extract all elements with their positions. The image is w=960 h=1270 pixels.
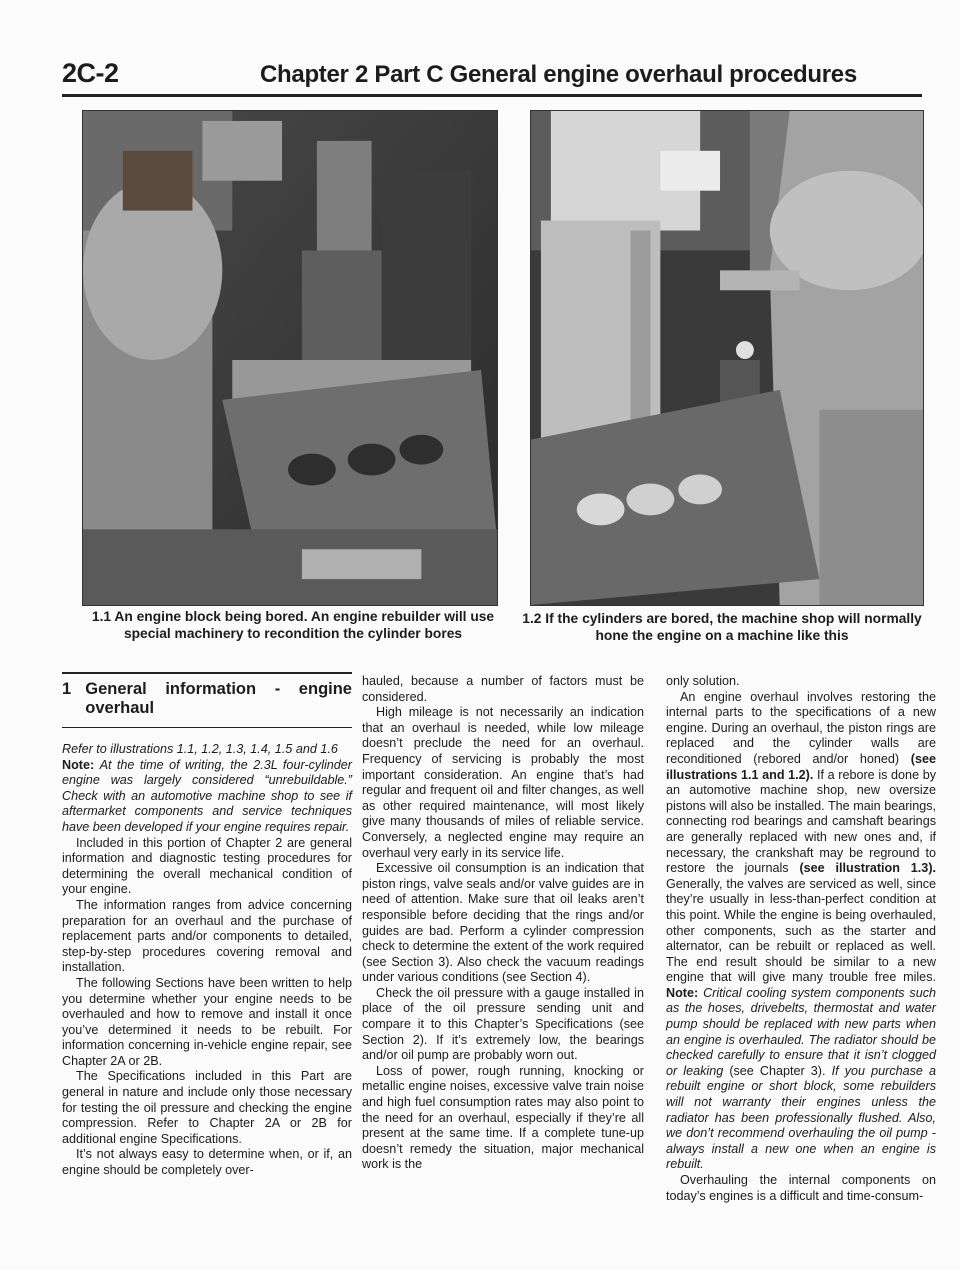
header-rule (62, 94, 922, 97)
note-text: Critical cooling system components such as the hoses, drivebelts, thermostat and water pump should be replaced with new parts when an engine is overhauled. The radiator should be checked carefully to ensure that it isn’t clogged or leaking (666, 985, 937, 1078)
note-text: If you purchase a rebuilt engine or short block, some rebuilders will not warranty their engines unless the radiator has been professionally flushed. Also, we don’t recommend overhauling the oil pump - always install a new one when an engine is rebuilt. (666, 1063, 937, 1172)
paragraph (666, 690, 936, 1173)
text-run: If a rebore is done by an automotive machine shop, new oversize pistons will also be installed. The main bearings, connecting rod bearings and camshaft bearings are generally replaced with new ones and, if necessary, the crankshaft may be reground to restore the journals (666, 767, 937, 876)
paragraph: Check the oil pressure with a gauge installed in place of the oil pressure sending unit and compare it to this Chapter’s Specifications (see Section 2). If it’s extremely low, the bearings and/or oil pump are probably worn out. (362, 985, 644, 1063)
note-label: Note: (666, 985, 699, 1000)
figure-1-1-caption: 1.1 An engine block being bored. An engine rebuilder will use special machinery to recondition the cylinder bores (91, 609, 495, 641)
text-column-2 (362, 674, 644, 1173)
page-header (62, 58, 922, 92)
figure-1-2-caption: 1.2 If the cylinders are bored, the machine shop will normally hone the engine on a machine like this (522, 611, 922, 643)
paragraph: hauled, because a number of factors must be considered. (362, 674, 644, 704)
paragraph: only solution. (666, 674, 740, 688)
paragraph: The Specifications included in this Part are general in nature and include only those necessary for testing the oil pressure and checking the engine compression. Refer to Chapter 2A or 2B for additional engine Specifications. (62, 1069, 352, 1146)
note-text: At the time of writing, the 2.3L four-cylinder engine was largely considered “unrebuildable.” Check with an automotive machine shop to see if aftermarket components and service techniques have been developed if your engine requires repair. (62, 757, 352, 834)
chapter-reference: (see Chapter 3). (729, 1063, 826, 1078)
note-label: Note: (62, 757, 95, 772)
illustration-reference: (see illustrations 1.1 and 1.2). (666, 751, 937, 782)
text-column-1 (62, 672, 352, 1179)
section-rule (62, 727, 352, 728)
paragraph: Excessive oil consumption is an indication that piston rings, valve seals and/or valve guides are in need of attention. Make sure that oil leaks aren’t responsible before deciding that the rings and/or guides are bad. Perform a cylinder compression check to determine the extent of the work required (see Section 3). Also check the vacuum readings under various conditions (see Section 4). (362, 861, 644, 985)
figure-1-2-photo (530, 110, 924, 606)
text-run: Generally, the valves are serviced as well, since they’re usually in less-than-perfect condition at this point. While the engine is being overhauled, other components, such as the starter and alternator, can be rebuilt or replaced as well. The end result should be similar to a new engine that will give many trouble free miles. (666, 876, 936, 985)
paragraph: Loss of power, rough running, knocking or metallic engine noises, excessive valve train noise and high fuel consumption rates may also point to the need for an overhaul, especially if they’re all present at the same time. If a complete tune-up doesn’t remedy the situation, major mechanical work is the (362, 1063, 644, 1172)
paragraph: It’s not always easy to determine when, or if, an engine should be completely over- (62, 1147, 352, 1178)
note-paragraph (62, 758, 352, 836)
section-title: General information - engine overhaul (85, 680, 352, 717)
chapter-title: Chapter 2 Part C General engine overhaul procedures (260, 61, 857, 88)
page-number: 2C-2 (62, 58, 119, 88)
section-number: 1 (62, 680, 72, 698)
paragraph: The information ranges from advice concerning preparation for an overhaul and the purchase of replacement parts and/or components to detailed, step-by-step procedures covering removal and installation. (62, 897, 352, 975)
figure-1-1-photo (82, 110, 498, 606)
section-heading (62, 672, 352, 718)
text-column-3 (666, 674, 936, 1204)
illustration-reference: (see illustration 1.3). (799, 861, 937, 876)
refer-to-illustrations: Refer to illustrations 1.1, 1.2, 1.3, 1.4, 1.5 and 1.6 (62, 742, 338, 756)
text-run: An engine overhaul involves restoring the internal parts to the specifications of a new engine. During an overhaul, the piston rings are replaced and the cylinder walls are reconditioned (rebored and/or honed) (666, 689, 936, 766)
paragraph: The following Sections have been written to help you determine whether your engine needs to be overhauled and how to remove and install it once you’ve determined it needs to be rebuilt. For information concerning in-vehicle engine repair, see Chapter 2A or 2B. (62, 975, 352, 1068)
paragraph: High mileage is not necessarily an indication that an overhaul is needed, while low mileage doesn’t preclude the need for an overhaul. Frequency of servicing is probably the most important consideration. An engine that’s had regular and frequent oil and filter changes, as well as other required maintenance, will most likely give many thousands of miles of reliable service. Conversely, a neglected engine may require an overhaul very early in its service life. (362, 705, 644, 860)
paragraph: Included in this portion of Chapter 2 are general information and diagnostic testing procedures for determining the overall mechanical condition of your engine. (62, 835, 352, 897)
paragraph: Overhauling the internal components on today’s engines is a difficult and time-consum- (666, 1173, 936, 1203)
